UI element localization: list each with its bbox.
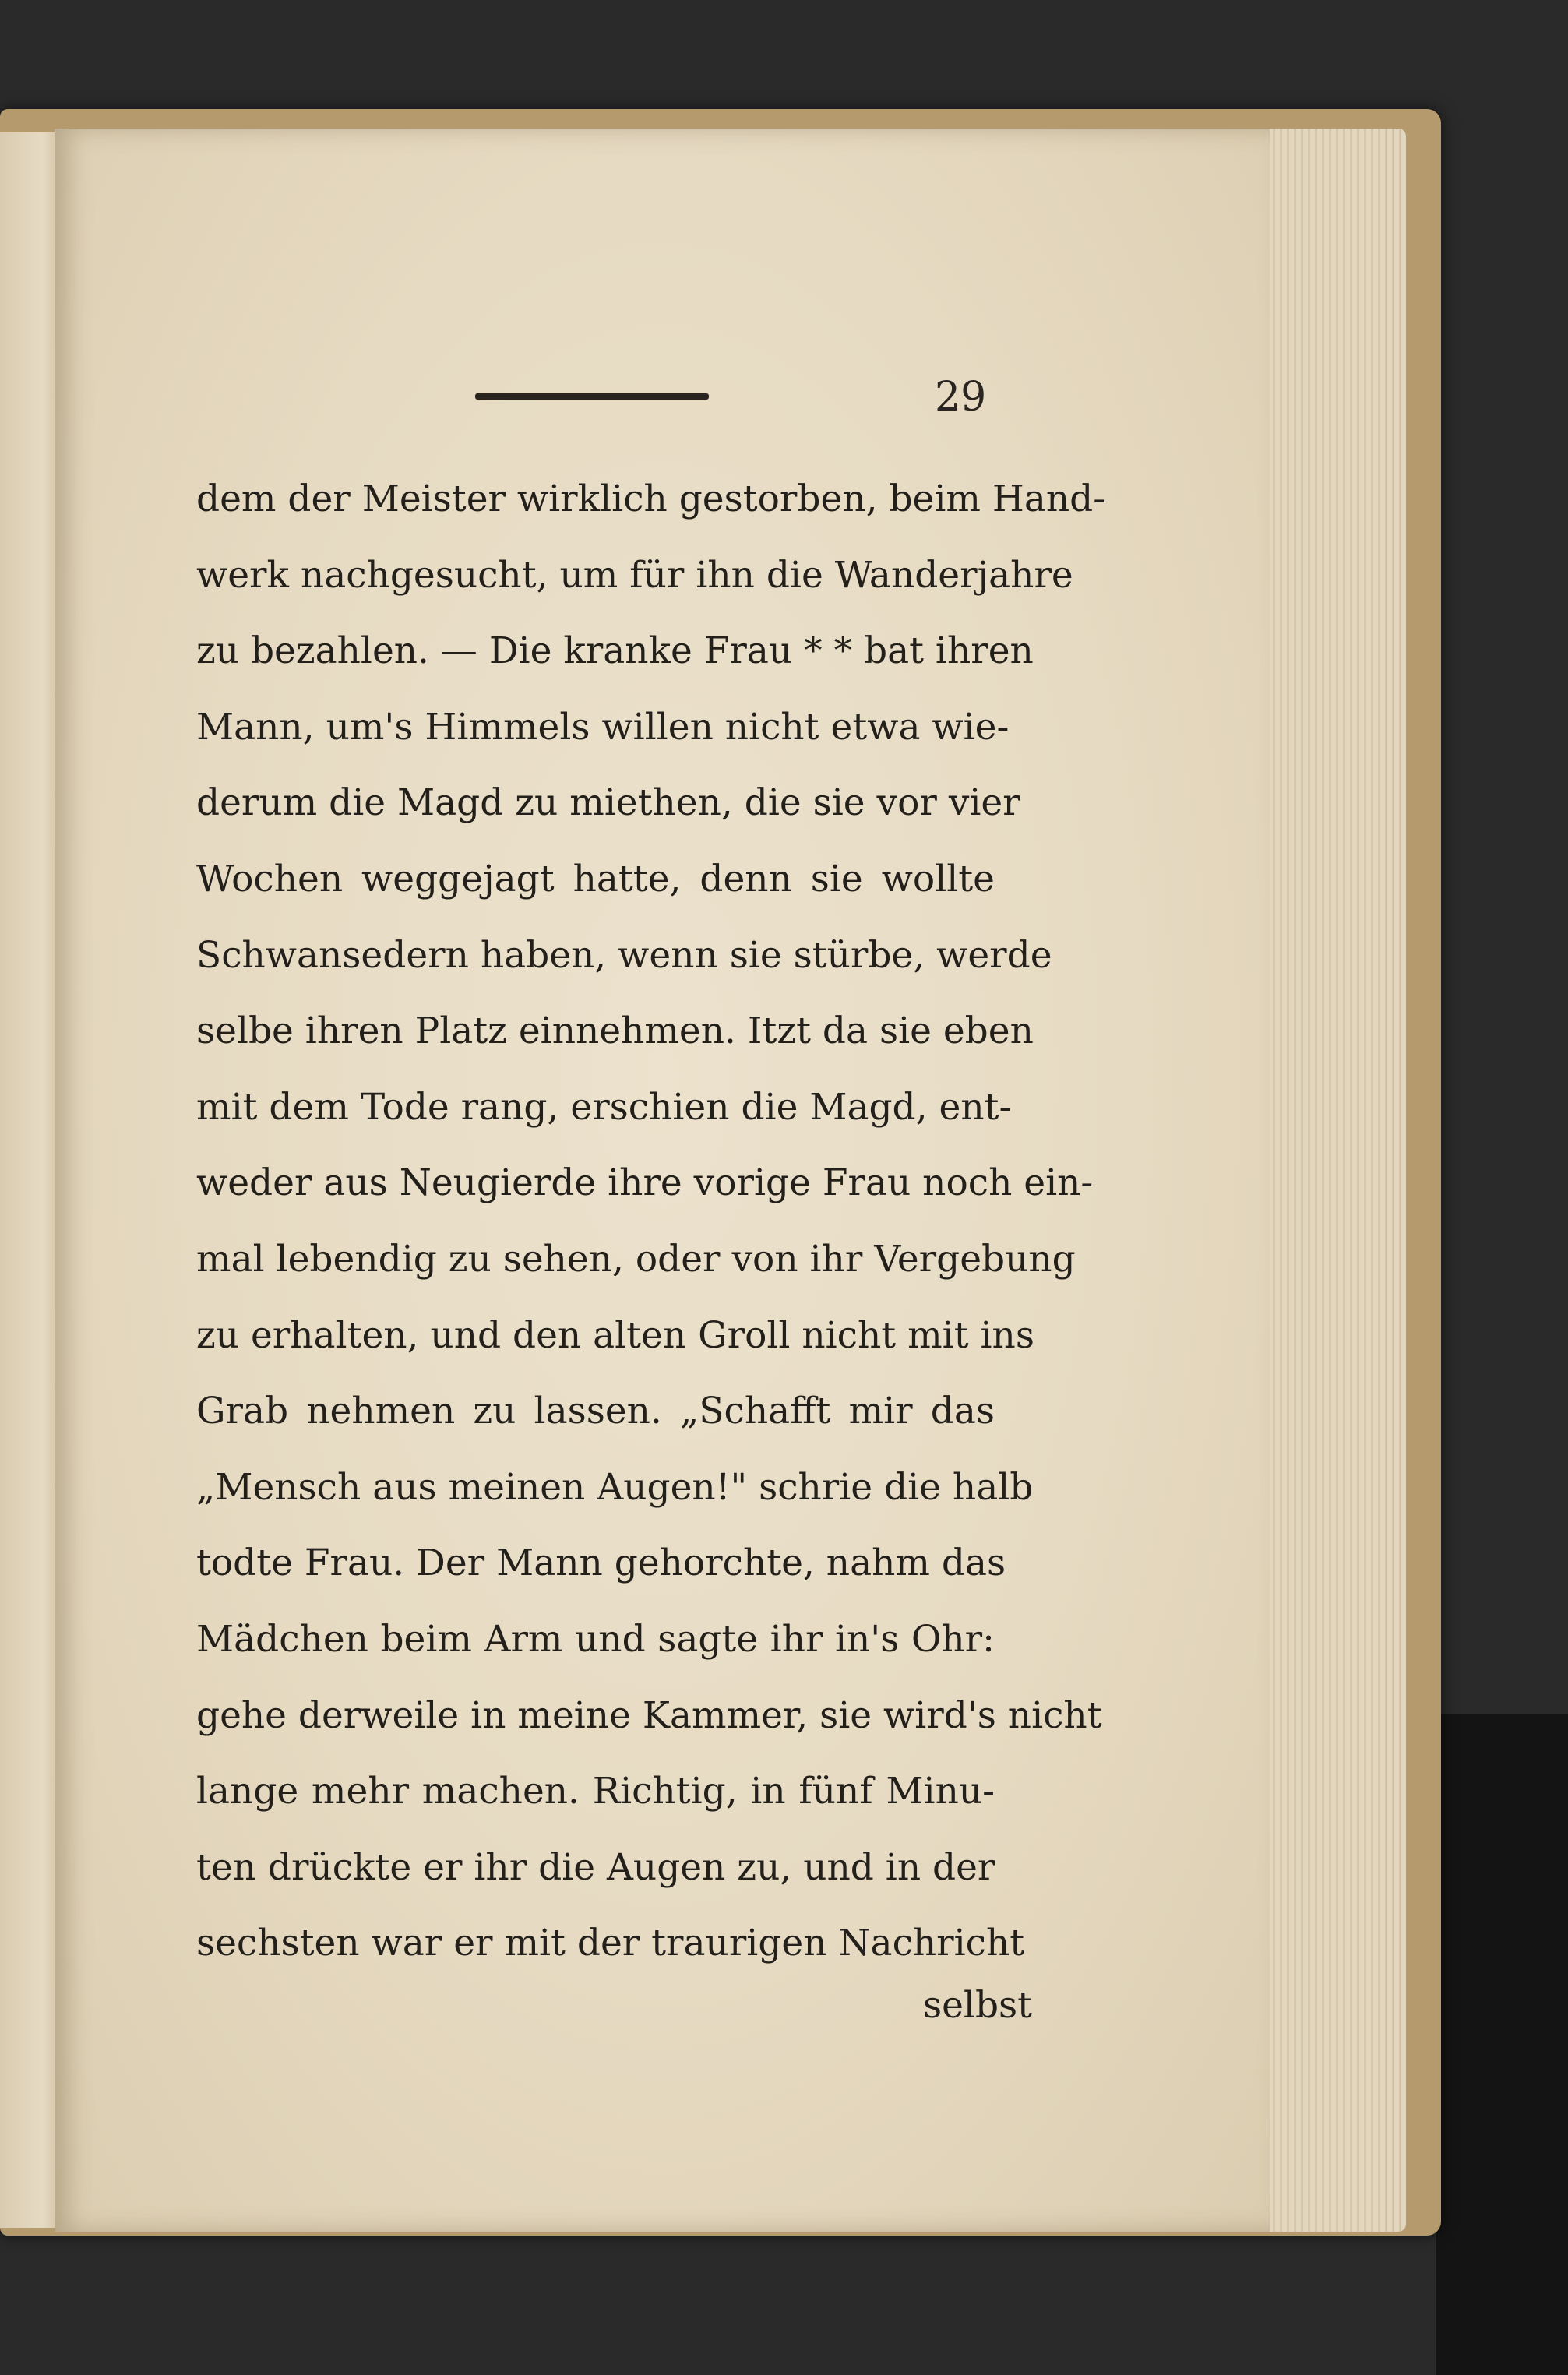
text-line: Grab nehmen zu lassen. „Schafft mir das bbox=[196, 1390, 995, 1433]
text-line: zu bezahlen. — Die kranke Frau * * bat ihren bbox=[196, 629, 1034, 673]
text-line: sechsten war er mit der traurigen Nachricht bbox=[196, 1922, 1025, 1965]
catchword: selbst bbox=[923, 1984, 1033, 2027]
text-line: gehe derweile in meine Kammer, sie wird's nicht bbox=[196, 1693, 1102, 1737]
text-line: „Mensch aus meinen Augen!" schrie die halb bbox=[196, 1465, 1034, 1509]
page-number: 29 bbox=[935, 374, 987, 421]
text-line: selbe ihren Platz einnehmen. Itzt da sie eben bbox=[196, 1010, 1034, 1053]
text-line: Mädchen beim Arm und sagte ihr in's Ohr: bbox=[196, 1617, 995, 1661]
scan-background bbox=[1436, 1714, 1568, 2375]
body-text bbox=[196, 461, 1106, 1982]
text-line: mit dem Tode rang, erschien die Magd, ent- bbox=[196, 1085, 1012, 1129]
text-line: Wochen weggejagt hatte, denn sie wollte bbox=[196, 857, 995, 900]
header-rule bbox=[475, 393, 709, 400]
text-line: zu erhalten, und den alten Groll nicht mit ins bbox=[196, 1313, 1034, 1357]
text-line: weder aus Neugierde ihre vorige Frau noch ein- bbox=[196, 1161, 1094, 1205]
text-line: dem der Meister wirklich gestorben, beim Hand- bbox=[196, 477, 1106, 520]
text-line: Schwansedern haben, wenn sie stürbe, werde bbox=[196, 933, 1052, 977]
text-line: Mann, um's Himmels willen nicht etwa wie- bbox=[196, 705, 1010, 749]
text-line: mal lebendig zu sehen, oder von ihr Vergebung bbox=[196, 1237, 1076, 1281]
text-line: werk nachgesucht, um für ihn die Wanderjahre bbox=[196, 553, 1073, 597]
page-edges bbox=[1254, 129, 1406, 2232]
text-line: ten drückte er ihr die Augen zu, und in der bbox=[196, 1845, 995, 1889]
text-line: todte Frau. Der Mann gehorchte, nahm das bbox=[196, 1542, 1006, 1585]
text-line: lange mehr machen. Richtig, in fünf Minu- bbox=[196, 1770, 995, 1813]
text-line: derum die Magd zu miethen, die sie vor vier bbox=[196, 781, 1020, 825]
